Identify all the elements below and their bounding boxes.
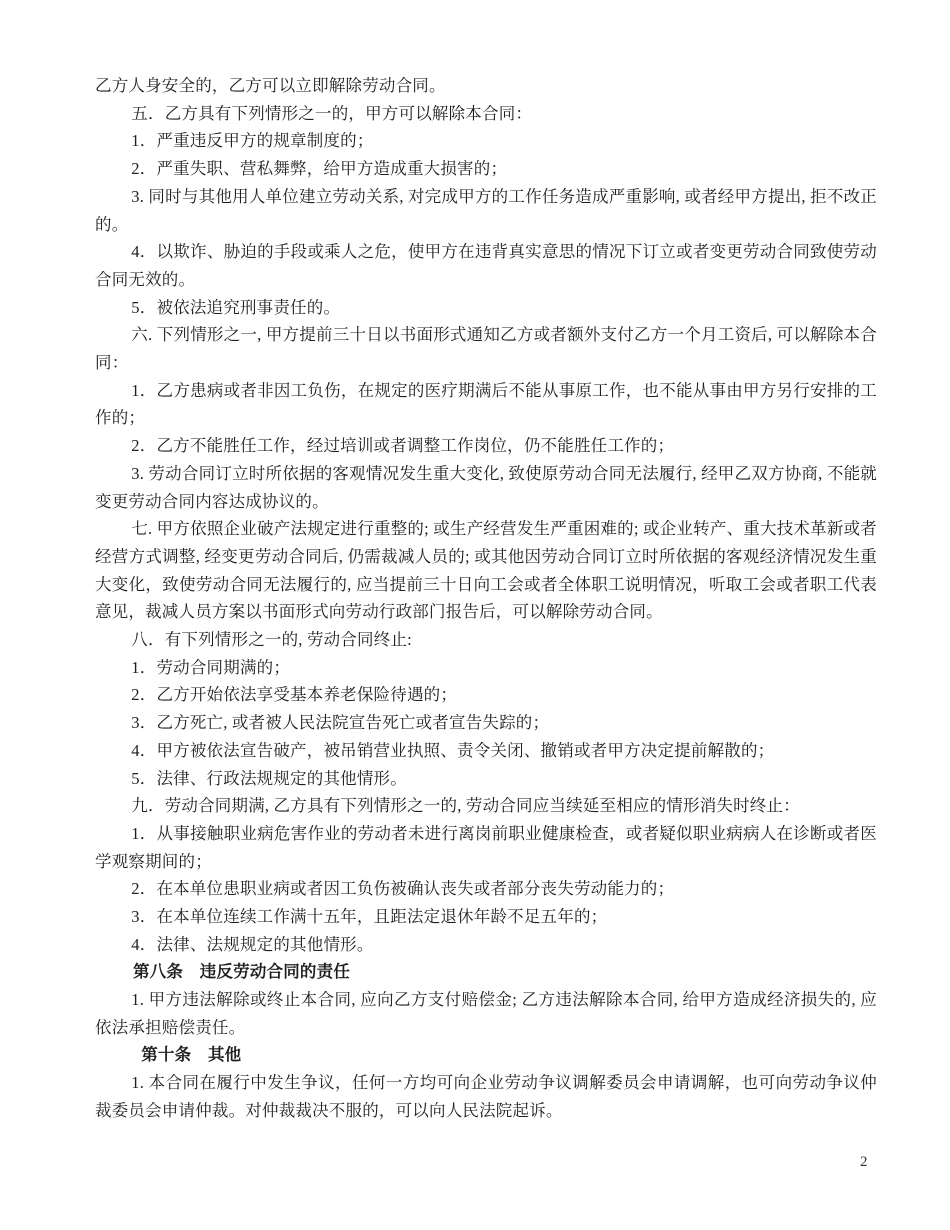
paragraph: 1. 本合同在履行中发生争议，任何一方均可向企业劳动争议调解委员会申请调解，也可向劳动争议仲裁委员会申请仲裁。对仲裁裁决不服的，可以向人民法院起诉。 [95,1073,877,1121]
paragraph: 5．法律、行政法规规定的其他情形。 [131,768,407,788]
paragraph: 4．以欺诈、胁迫的手段或乘人之危，使甲方在违背真实意思的情况下订立或者变更劳动合同致使劳动合同无效的。 [95,242,877,289]
section-heading: 第十条 其他 [141,1045,242,1064]
page-number: 2 [860,1154,868,1170]
paragraph: 乙方人身安全的，乙方可以立即解除劳动合同。 [95,76,446,95]
paragraph: 1．严重违反甲方的规章制度的； [131,131,374,151]
paragraph: 1．劳动合同期满的； [131,657,291,677]
paragraph: 九．劳动合同期满, 乙方具有下列情形之一的, 劳动合同应当续延至相应的情形消失时终止： [131,796,800,816]
section-heading: 第八条 违反劳动合同的责任 [132,962,351,981]
paragraph: 3. 同时与其他用人单位建立劳动关系, 对完成甲方的工作任务造成严重影响, 或者经甲方提出, 拒不改正的。 [95,186,877,234]
paragraph: 2．在本单位患职业病或者因工负伤被确认丧失或者部分丧失劳动能力的； [131,879,675,899]
paragraph: 1．从事接触职业病危害作业的劳动者未进行离岗前职业健康检查，或者疑似职业病病人在诊断或者医学观察期间的； [95,823,877,871]
paragraph: 六. 下列情形之一, 甲方提前三十日以书面形式通知乙方或者额外支付乙方一个月工资后, 可以解除本合同： [95,325,877,373]
paragraph: 2．严重失职、营私舞弊，给甲方造成重大损害的； [131,159,508,179]
paragraph: 5．被依法追究刑事责任的。 [131,297,341,317]
paragraph: 4．法律、法规规定的其他情形。 [131,934,374,954]
paragraph: 3．在本单位连续工作满十五年，且距法定退休年龄不足五年的； [131,907,608,927]
paragraph: 1. 甲方违法解除或终止本合同, 应向乙方支付赔偿金; 乙方违法解除本合同, 给甲方造成经济损失的, 应依法承担赔偿责任。 [95,990,877,1037]
paragraph: 七. 甲方依照企业破产法规定进行重整的; 或生产经营发生严重困难的; 或企业转产、重大技术革新或者经营方式调整, 经变更劳动合同后, 仍需裁减人员的; 或其他因劳动合同订立时所依据的客观经济情况发生重大变化，致使劳动合同无法履行的, 应当提前三十日向工会或者全体职工说明情况，听取工会或者职工代表意见，裁减人员方案以书面形式向劳动行政部门报告后，可以解除劳动合同。 [95,519,877,622]
paragraph: 1．乙方患病或者非因工负伤，在规定的医疗期满后不能从事原工作，也不能从事由甲方另行安排的工作的； [95,380,877,428]
paragraph: 3．乙方死亡, 或者被人民法院宣告死亡或者宣告失踪的； [131,713,550,733]
paragraph: 2．乙方开始依法享受基本养老保险待遇的； [131,685,458,705]
paragraph: 3. 劳动合同订立时所依据的客观情况发生重大变化, 致使原劳动合同无法履行, 经甲乙双方协商, 不能就变更劳动合同内容达成协议的。 [95,463,877,511]
paragraph: 五．乙方具有下列情形之一的，甲方可以解除本合同： [131,103,533,123]
paragraph: 2．乙方不能胜任工作，经过培训或者调整工作岗位，仍不能胜任工作的； [131,436,675,456]
paragraph: 4．甲方被依法宣告破产，被吊销营业执照、责令关闭、撤销或者甲方决定提前解散的； [131,740,775,760]
paragraph: 八．有下列情形之一的, 劳动合同终止: [131,630,412,650]
document-body [95,72,877,1125]
